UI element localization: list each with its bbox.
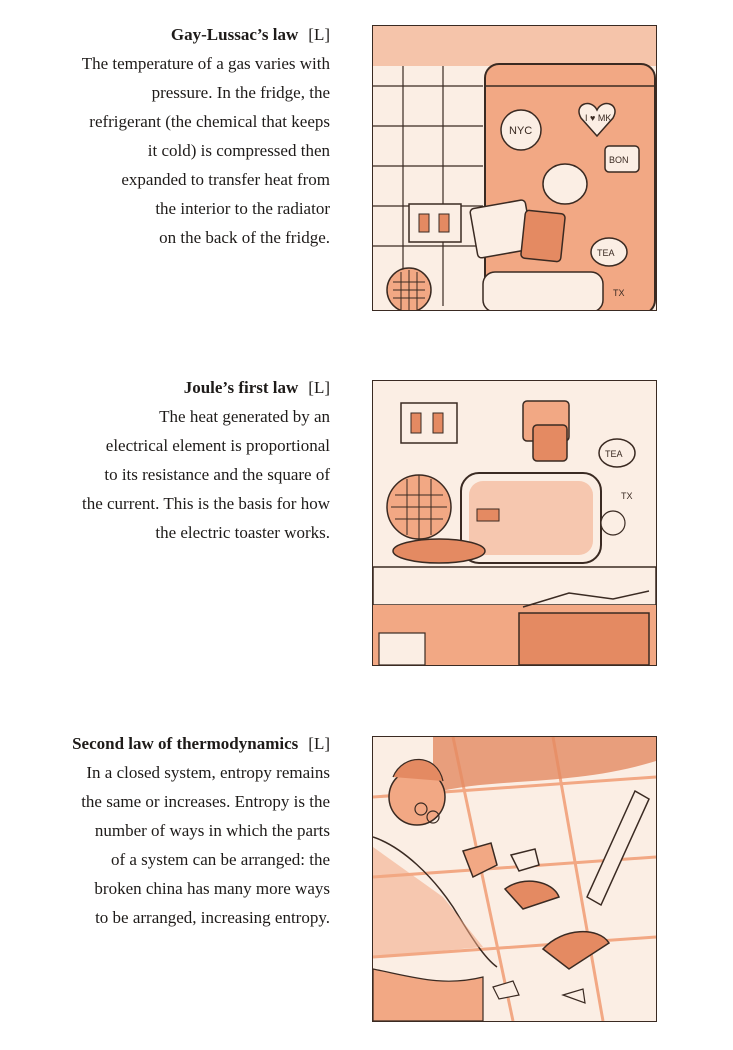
magnet-text: TEA bbox=[597, 248, 615, 258]
law-body-line: of a system can be arranged: the bbox=[110, 850, 330, 869]
law-body-line: broken china has many more ways bbox=[94, 879, 330, 898]
toaster-counter-illustration bbox=[372, 380, 657, 666]
law-body-line: on the back of the fridge. bbox=[159, 228, 330, 247]
law-body-line: refrigerant (the chemical that keeps bbox=[89, 112, 330, 131]
law-body-line: the same or increases. Entropy is the bbox=[81, 792, 330, 811]
broken-china-illustration bbox=[372, 736, 657, 1022]
law-body-line: electrical element is proportional bbox=[105, 436, 330, 455]
law-body-line: it cold) is compressed then bbox=[147, 141, 330, 160]
law-text bbox=[14, 373, 330, 547]
fridge-magnets-illustration bbox=[372, 25, 657, 311]
law-body-line: the interior to the radiator bbox=[155, 199, 330, 218]
law-body-line: to its resistance and the square of bbox=[104, 465, 330, 484]
law-body-line: The temperature of a gas varies with bbox=[81, 54, 330, 73]
law-body-line: The heat generated by an bbox=[159, 407, 330, 426]
law-body-line: number of ways in which the parts bbox=[94, 821, 330, 840]
law-tag: [L] bbox=[308, 378, 330, 397]
law-heading bbox=[14, 373, 330, 402]
law-body-line: the electric toaster works. bbox=[155, 523, 330, 542]
law-title: Second law of thermodynamics bbox=[72, 734, 299, 753]
law-heading bbox=[14, 20, 330, 49]
magnet-text: TX bbox=[621, 491, 633, 501]
magnet-text: BON bbox=[609, 155, 629, 165]
law-body-line: pressure. In the fridge, the bbox=[151, 83, 330, 102]
magnet-text: TX bbox=[613, 288, 625, 298]
magnet-text: TEA bbox=[605, 449, 623, 459]
law-tag: [L] bbox=[308, 25, 330, 44]
magnet-text: I ♥ MK bbox=[585, 113, 612, 123]
law-title: Joule’s first law bbox=[183, 378, 299, 397]
law-body-line: expanded to transfer heat from bbox=[121, 170, 330, 189]
law-text bbox=[14, 20, 330, 252]
law-title: Gay-Lussac’s law bbox=[170, 25, 299, 44]
law-body-line: In a closed system, entropy remains bbox=[86, 763, 330, 782]
law-body-line: the current. This is the basis for how bbox=[81, 494, 330, 513]
law-heading bbox=[14, 729, 330, 758]
law-body-line: to be arranged, increasing entropy. bbox=[95, 908, 330, 927]
law-tag: [L] bbox=[308, 734, 330, 753]
magnet-text: NYC bbox=[509, 125, 533, 137]
law-text bbox=[14, 729, 330, 932]
